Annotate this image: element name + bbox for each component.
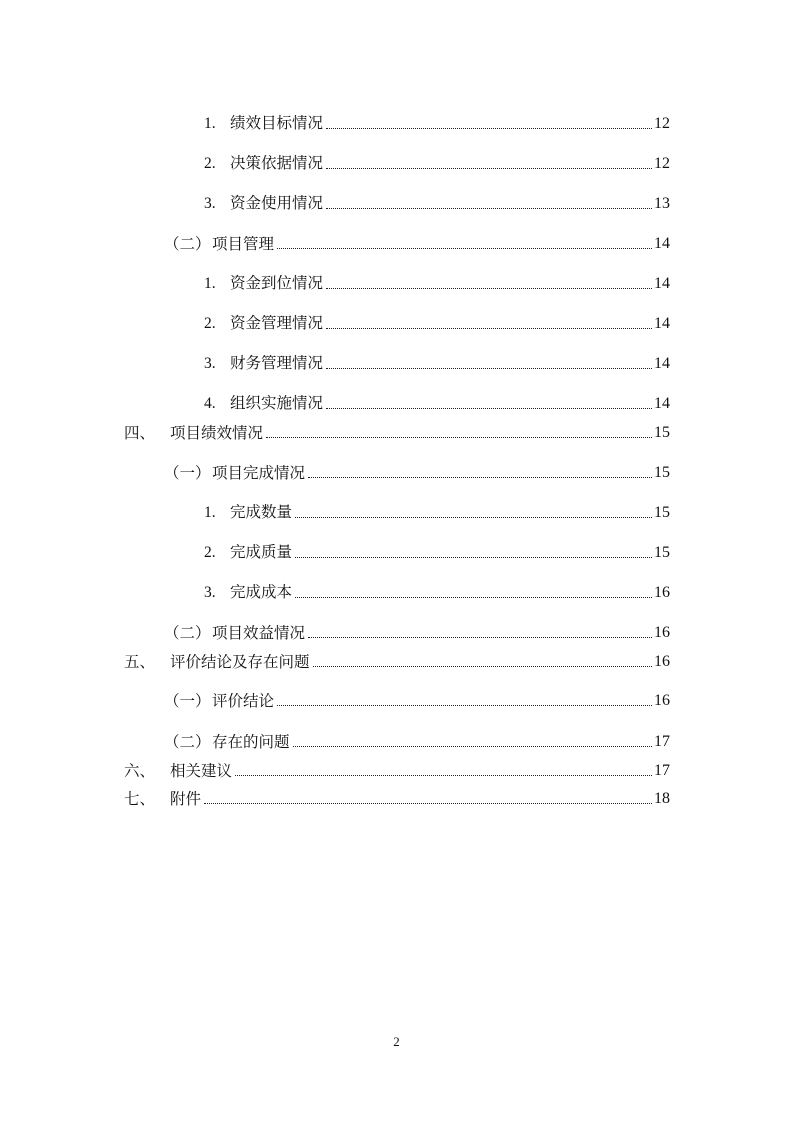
toc-entry-page: 17 — [654, 733, 670, 750]
dot-leader — [326, 207, 652, 209]
dot-leader — [326, 367, 652, 369]
toc-entry[interactable] — [204, 502, 670, 524]
toc-entry-page: 14 — [654, 235, 670, 252]
toc-entry-page: 14 — [654, 395, 670, 412]
toc-entry-number: 3. — [204, 195, 216, 212]
page-number: 2 — [393, 1034, 400, 1049]
toc-entry[interactable] — [204, 353, 670, 375]
toc-entry-title: 组织实施情况 — [230, 394, 324, 412]
toc-entry-title: 附件 — [170, 790, 202, 808]
dot-leader — [295, 556, 652, 558]
toc-entry-title: 完成质量 — [230, 543, 293, 561]
toc-entry-title: 决策依据情况 — [230, 154, 324, 172]
toc-entry-title: 完成成本 — [230, 583, 293, 601]
dot-leader — [308, 636, 652, 638]
toc-entry-page: 13 — [654, 195, 670, 212]
toc-entry-title: 评价结论 — [212, 692, 275, 710]
toc-entry-page: 15 — [654, 504, 670, 521]
toc-entry-number: 四、 — [124, 424, 156, 442]
toc-entry-number: （一） — [164, 464, 211, 482]
toc-entry-number: 3. — [204, 584, 216, 601]
toc-entry[interactable] — [124, 651, 670, 673]
toc-entry-title: 财务管理情况 — [230, 354, 324, 372]
dot-leader — [295, 516, 652, 518]
toc-entry-page: 15 — [654, 544, 670, 561]
toc-entry[interactable] — [164, 690, 670, 712]
toc-entry-title: 绩效目标情况 — [230, 114, 324, 132]
dot-leader — [313, 665, 652, 667]
dot-leader — [308, 476, 652, 478]
toc-entry[interactable] — [204, 393, 670, 415]
toc-entry[interactable] — [164, 462, 670, 484]
toc-entry-page: 15 — [654, 424, 670, 441]
toc-entry-number: 1. — [204, 275, 216, 292]
toc-entry-number: （一） — [164, 692, 211, 710]
toc-entry-title: 完成数量 — [230, 503, 293, 521]
toc-entry-page: 12 — [654, 155, 670, 172]
dot-leader — [326, 127, 652, 129]
toc-entry-page: 18 — [654, 790, 670, 807]
toc-entry-number: 2. — [204, 155, 216, 172]
dot-leader — [295, 596, 652, 598]
toc-entry-title: 项目管理 — [212, 235, 275, 253]
toc-entry[interactable] — [204, 273, 670, 295]
toc-entry-number: 2. — [204, 544, 216, 561]
toc-entry-page: 14 — [654, 315, 670, 332]
toc-entry-page: 16 — [654, 653, 670, 670]
toc-entry-title: 项目完成情况 — [212, 464, 306, 482]
toc-entry[interactable] — [204, 153, 670, 175]
toc-entry[interactable] — [164, 622, 670, 644]
toc-entry[interactable] — [204, 113, 670, 135]
toc-entry-page: 16 — [654, 584, 670, 601]
toc-entry[interactable] — [124, 422, 670, 444]
dot-leader — [293, 745, 652, 747]
dot-leader — [277, 704, 652, 706]
dot-leader — [326, 327, 652, 329]
toc-entry-page: 16 — [654, 692, 670, 709]
toc-entry-page: 16 — [654, 624, 670, 641]
toc-entry[interactable] — [204, 193, 670, 215]
toc-entry-title: 资金使用情况 — [230, 194, 324, 212]
toc-entry[interactable] — [164, 731, 670, 753]
toc-entry-title: 相关建议 — [170, 762, 233, 780]
toc-entry-number: 3. — [204, 355, 216, 372]
toc-entry-number: （二） — [164, 235, 211, 253]
dot-leader — [235, 774, 652, 776]
dot-leader — [326, 287, 652, 289]
toc-entry-number: （二） — [164, 624, 211, 642]
toc-entry[interactable] — [204, 582, 670, 604]
toc-entry[interactable] — [164, 233, 670, 255]
toc-entry[interactable] — [204, 542, 670, 564]
dot-leader — [326, 407, 652, 409]
toc-entry-page: 14 — [654, 275, 670, 292]
toc-entry-number: 1. — [204, 115, 216, 132]
toc-entry-title: 项目效益情况 — [212, 624, 306, 642]
toc-entry[interactable] — [204, 313, 670, 335]
toc-entry-number: 1. — [204, 504, 216, 521]
toc-entry-page: 14 — [654, 355, 670, 372]
toc-entry[interactable] — [124, 760, 670, 782]
toc-entry-page: 17 — [654, 762, 670, 779]
dot-leader — [266, 436, 652, 438]
toc-entry-number: 4. — [204, 395, 216, 412]
toc-entry-page: 15 — [654, 464, 670, 481]
toc-entry-title: 资金到位情况 — [230, 274, 324, 292]
toc-entry[interactable] — [124, 788, 670, 810]
dot-leader — [204, 802, 652, 804]
toc-entry-title: 评价结论及存在问题 — [170, 653, 310, 671]
toc-entry-title: 项目绩效情况 — [170, 424, 264, 442]
dot-leader — [326, 167, 652, 169]
toc-entry-number: 六、 — [124, 762, 156, 780]
toc-entry-number: 七、 — [124, 790, 156, 808]
toc-entry-page: 12 — [654, 115, 670, 132]
toc-entry-title: 资金管理情况 — [230, 314, 324, 332]
toc-entry-number: （二） — [164, 733, 211, 751]
toc-entry-title: 存在的问题 — [212, 733, 290, 751]
toc-entry-number: 五、 — [124, 653, 156, 671]
toc-entry-number: 2. — [204, 315, 216, 332]
dot-leader — [277, 247, 652, 249]
